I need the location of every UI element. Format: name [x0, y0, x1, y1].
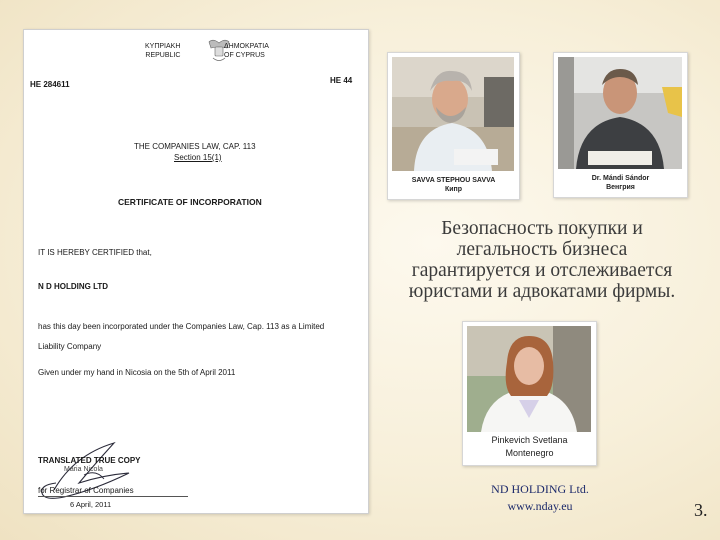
- certified-text: IT IS HEREBY CERTIFIED that,: [38, 248, 152, 257]
- company-name: N D HOLDING LTD: [38, 282, 109, 291]
- footer-url[interactable]: www.nday.eu: [507, 499, 573, 513]
- incorporation-text: has this day been incorporated under the Companies Law, Cap. 113 as a Limited: [38, 322, 325, 331]
- coat-text-left: [145, 42, 180, 60]
- slogan-text: [388, 218, 696, 302]
- liability-text: Liability Company: [38, 342, 102, 351]
- person-location: Венгрия: [606, 184, 635, 191]
- footer-company: ND HOLDING Ltd.: [491, 482, 589, 496]
- person-portrait-icon: [467, 326, 591, 432]
- slogan-line: Безопасность покупки и: [441, 218, 643, 239]
- certificate-document: [23, 29, 369, 514]
- person-photo: [467, 326, 591, 432]
- person-location: Montenegro: [505, 448, 554, 458]
- given-text: Given under my hand in Nicosia on the 5th of April 2011: [38, 368, 236, 377]
- coat-text-right: [224, 42, 269, 60]
- slogan-line: гарантируется и отслеживается: [411, 260, 673, 281]
- person-photo: [558, 57, 682, 169]
- person-name: SAVVA STEPHOU SAVVA: [411, 177, 496, 184]
- person-card-savva: [387, 52, 520, 200]
- person-card-mandi: [553, 52, 688, 198]
- coat-line: REPUBLIC: [145, 52, 181, 59]
- registration-number-left: HE 284611: [30, 80, 70, 89]
- certificate-date: 6 April, 2011: [70, 500, 112, 509]
- law-reference: THE COMPANIES LAW, CAP. 113: [134, 142, 256, 151]
- person-name: Dr. Mándi Sándor: [591, 175, 650, 182]
- registration-number-right: HE 44: [330, 76, 353, 85]
- coat-line: ΚΥΠΡΙΑΚΗ: [145, 43, 181, 50]
- coat-line: ΔΗΜΟΚΡΑΤΙΑ: [224, 43, 269, 50]
- coat-line: OF CYPRUS: [224, 52, 265, 59]
- slide-number: 3.: [694, 500, 708, 520]
- signer-name: Maria Nicola: [64, 466, 103, 473]
- registrar-label: for Registrar of Companies: [38, 486, 134, 495]
- person-card-pinkevich: [462, 321, 597, 466]
- certificate-title: CERTIFICATE OF INCORPORATION: [118, 197, 262, 207]
- person-portrait-icon: [392, 57, 514, 171]
- translated-copy-label: TRANSLATED TRUE COPY: [38, 456, 141, 465]
- person-photo: [392, 57, 514, 171]
- person-portrait-icon: [558, 57, 682, 169]
- slogan-line: юристами и адвокатами фирмы.: [408, 281, 676, 302]
- person-location: Кипр: [444, 186, 463, 193]
- signature-line: [38, 496, 188, 497]
- person-name: Pinkevich Svetlana: [491, 435, 568, 445]
- law-section: Section 15(1): [174, 153, 222, 162]
- slogan-line: легальность бизнеса: [456, 239, 628, 260]
